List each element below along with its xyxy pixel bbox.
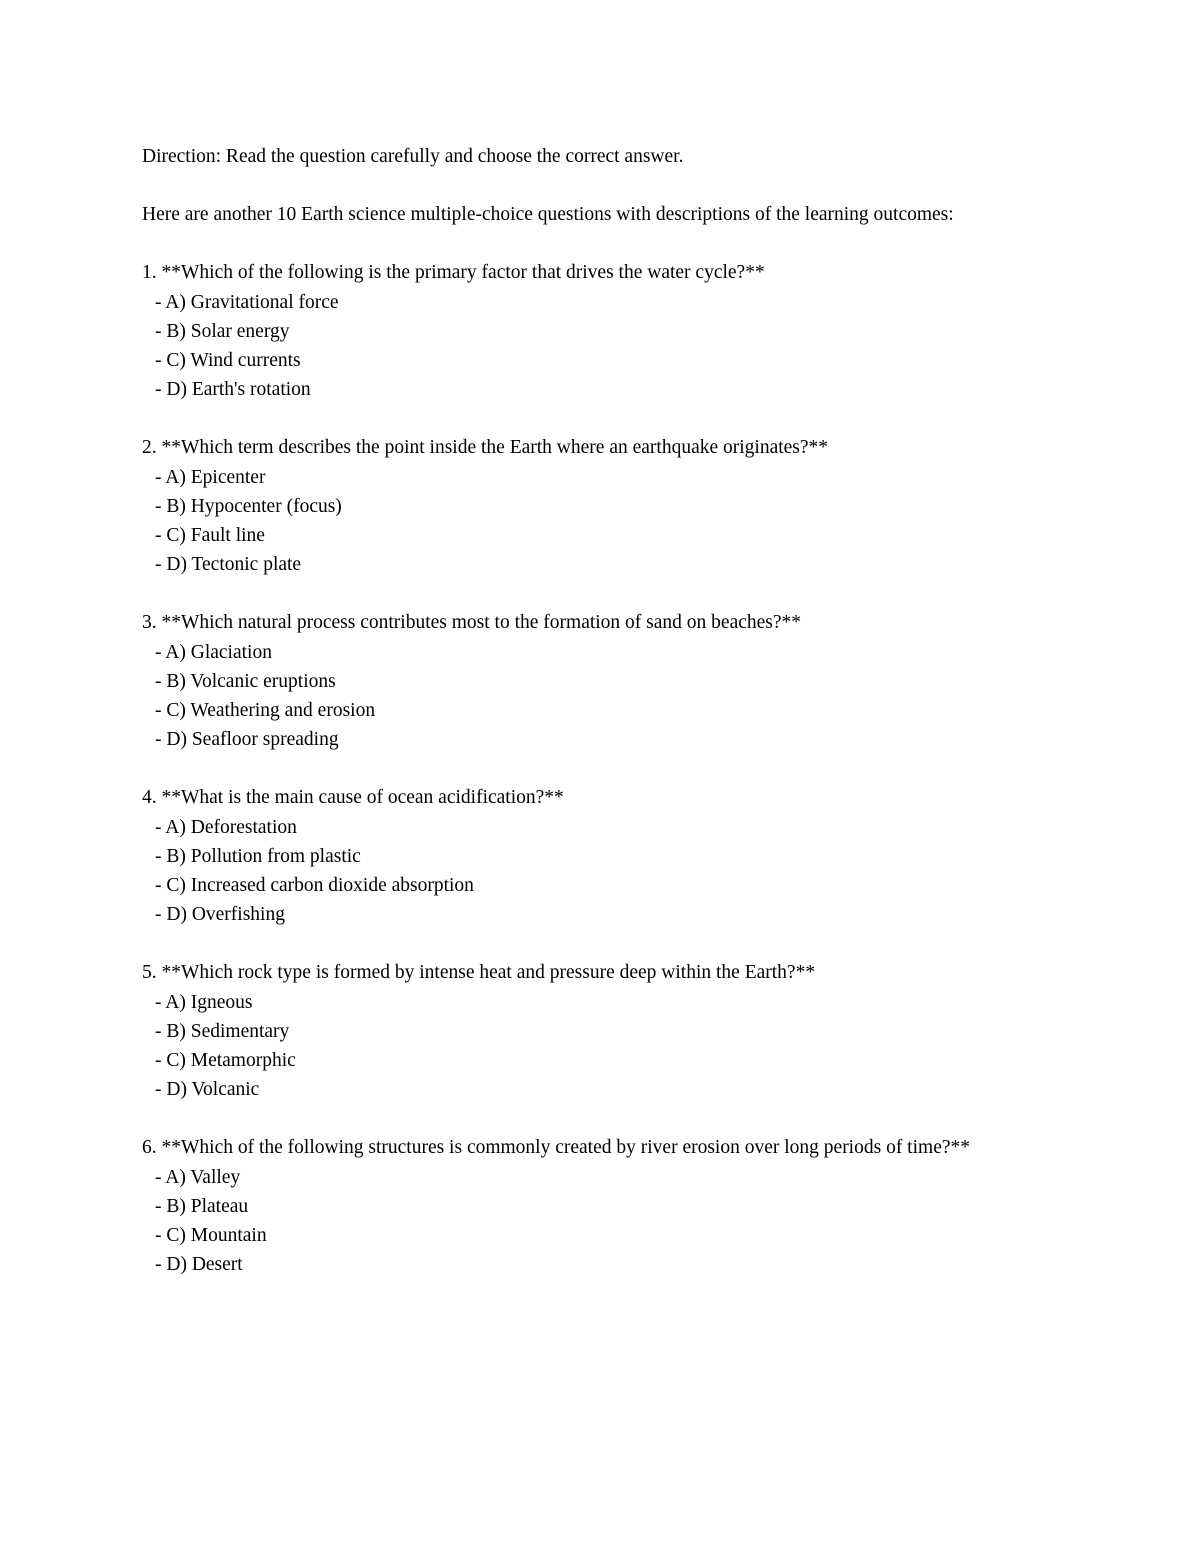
option-d: - D) Desert [155, 1254, 243, 1276]
option-c: - C) Fault line [155, 525, 265, 547]
option-a: - A) Igneous [155, 991, 253, 1013]
option-b: - B) Solar energy [155, 320, 290, 342]
option-d: - D) Tectonic plate [155, 554, 302, 576]
option-d: - D) Seafloor spreading [155, 729, 339, 751]
option-a: - A) Gravitational force [155, 291, 339, 313]
question-text: 2. **Which term describes the point inside the Earth where an earthquake originates?** [142, 437, 829, 459]
option-c: - C) Wind currents [155, 350, 301, 372]
question-1 [142, 258, 1060, 404]
question-text: 3. **Which natural process contributes most to the formation of sand on beaches?** [142, 612, 802, 634]
question-text: 5. **Which rock type is formed by intense heat and pressure deep within the Earth?** [142, 962, 816, 984]
option-d: - D) Volcanic [155, 1079, 260, 1101]
option-a: - A) Valley [155, 1166, 241, 1188]
option-b: - B) Plateau [155, 1195, 249, 1217]
document-page [142, 142, 1060, 1309]
option-a: - A) Glaciation [155, 641, 272, 663]
question-text: 6. **Which of the following structures is commonly created by river erosion over long periods of time?** [142, 1137, 970, 1159]
option-c: - C) Weathering and erosion [155, 700, 376, 722]
option-c: - C) Metamorphic [155, 1050, 296, 1072]
question-3 [142, 608, 1060, 754]
option-a: - A) Epicenter [155, 466, 266, 488]
question-4 [142, 783, 1060, 929]
option-b: - B) Sedimentary [155, 1020, 290, 1042]
question-5 [142, 958, 1060, 1104]
question-text: 1. **Which of the following is the primary factor that drives the water cycle?** [142, 262, 765, 284]
question-6 [142, 1133, 1060, 1279]
intro-text: Here are another 10 Earth science multiple-choice questions with descriptions of the learning outcomes: [142, 204, 954, 226]
option-d: - D) Overfishing [155, 904, 285, 926]
option-c: - C) Increased carbon dioxide absorption [155, 875, 474, 897]
option-b: - B) Hypocenter (focus) [155, 495, 342, 517]
question-text: 4. **What is the main cause of ocean acidification?** [142, 787, 564, 809]
option-a: - A) Deforestation [155, 816, 297, 838]
option-b: - B) Pollution from plastic [155, 845, 361, 867]
question-2 [142, 433, 1060, 579]
option-d: - D) Earth's rotation [155, 379, 311, 401]
option-b: - B) Volcanic eruptions [155, 670, 336, 692]
option-c: - C) Mountain [155, 1225, 267, 1247]
direction-text: Direction: Read the question carefully and choose the correct answer. [142, 146, 684, 167]
